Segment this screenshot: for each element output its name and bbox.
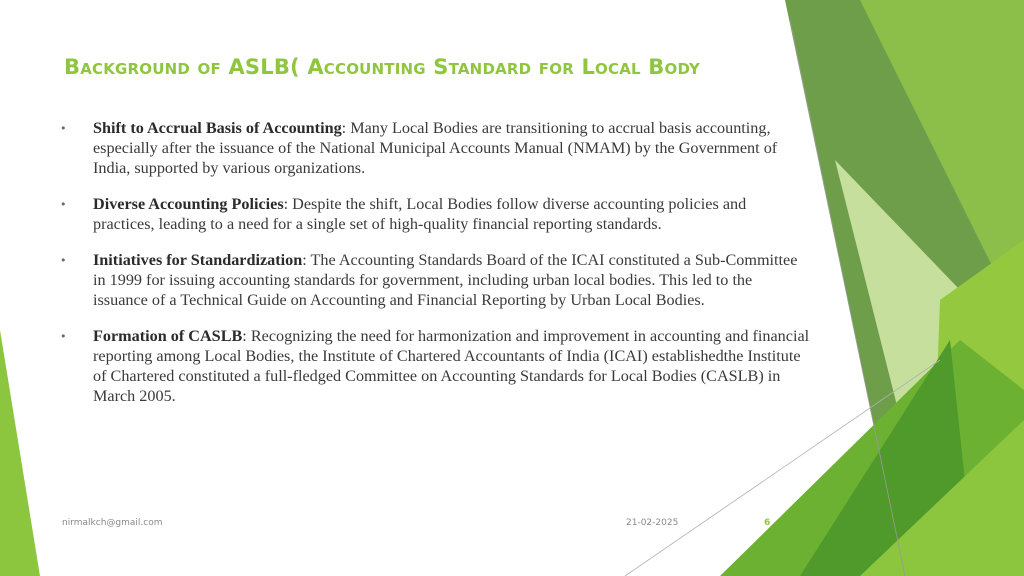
- slide-title: Background of ASLB( Accounting Standard for Local Body: [64, 55, 701, 79]
- bullet-term: Diverse Accounting Policies: [93, 195, 284, 213]
- page-number: 6: [764, 518, 771, 528]
- bullet-text: : Despite the shift, Local Bodies follow diverse accounting policies and practices, leading to a need for a single set of high-quality financial reporting standards.: [93, 195, 747, 233]
- bullet-text: : Recognizing the need for harmonization and improvement in accounting and financial reporting among Local Bodies, the Institute of Chartered Accountants of India (ICAI) establishedthe Institute of Chartered constituted a full-fledged Committee on Accounting Standards for Local Bodies (CASLB) in March 2005.: [93, 327, 810, 405]
- bullet-item: [60, 194, 810, 234]
- bullet-term: Initiatives for Standardization: [93, 251, 303, 269]
- deco-shape-left: [0, 330, 40, 576]
- bullet-item: [60, 118, 810, 178]
- bullet-text: : Many Local Bodies are transitioning to accrual basis accounting, especially after the issuance of the National Municipal Accounts Manual (NMAM) by the Government of India, supported by various organizations.: [93, 119, 778, 177]
- footer-email: nirmalkch@gmail.com: [62, 518, 163, 528]
- bullet-icon: •: [60, 198, 67, 211]
- bullet-icon: •: [60, 330, 67, 343]
- bullet-icon: •: [60, 122, 67, 135]
- bullet-text: : The Accounting Standards Board of the ICAI constituted a Sub-Committee in 1999 for issuing accounting standards for government, including urban local bodies. This led to the issuance of a Technical Guide on Accounting and Financial Reporting by Urban Local Bodies.: [93, 251, 798, 309]
- bullet-term: Formation of CASLB: [93, 327, 243, 345]
- footer-date: 21-02-2025: [626, 518, 679, 528]
- bullet-term: Shift to Accrual Basis of Accounting: [93, 119, 342, 137]
- bullet-icon: •: [60, 254, 67, 267]
- bullet-list: [60, 118, 810, 422]
- bullet-item: [60, 326, 810, 406]
- bullet-item: [60, 250, 810, 310]
